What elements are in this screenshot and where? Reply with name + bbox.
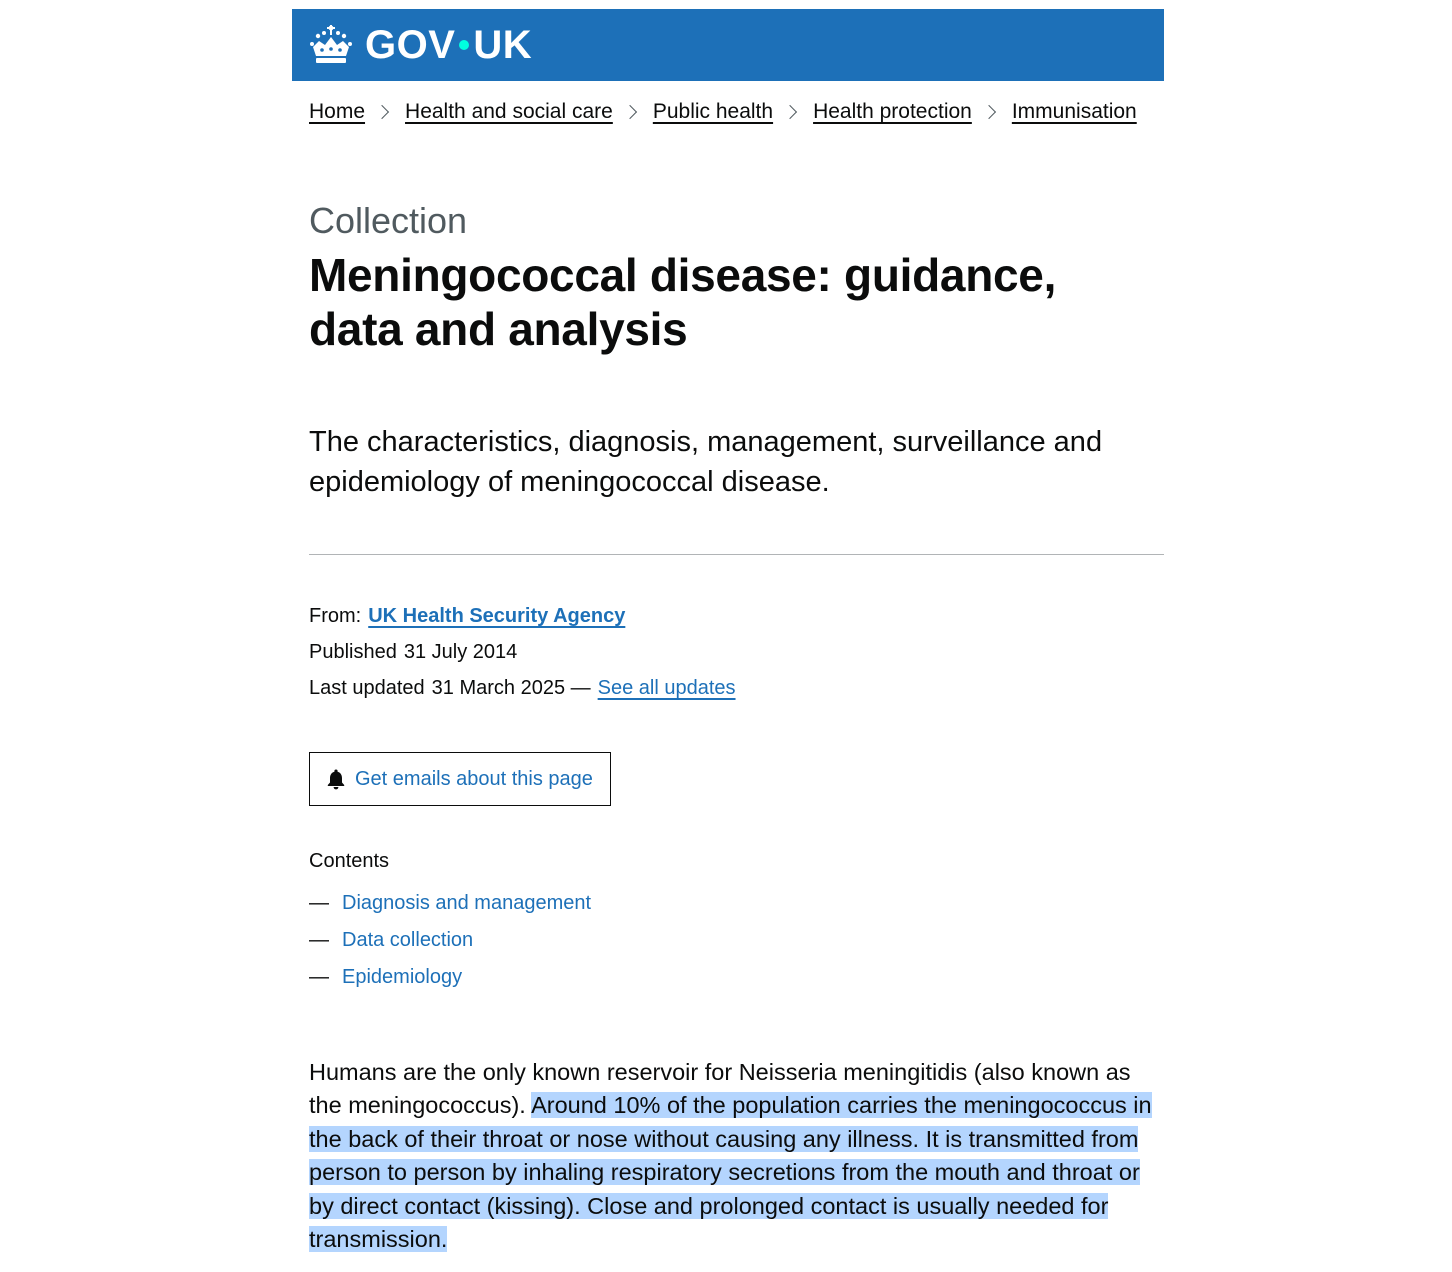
metadata-block <box>309 598 736 706</box>
published-date: 31 July 2014 <box>403 641 518 663</box>
crown-icon <box>309 23 353 67</box>
contents-title: Contents <box>309 850 390 872</box>
metadata-published <box>309 634 736 670</box>
page-caption: Collection <box>309 200 468 241</box>
body-paragraph <box>309 1056 1159 1256</box>
contents-link-data-collection[interactable]: Data collection <box>342 929 474 951</box>
metadata-updated <box>309 670 736 706</box>
contents-link-epidemiology[interactable]: Epidemiology <box>342 966 463 988</box>
logo-dot <box>459 40 469 50</box>
updated-date: 31 March 2025 — <box>431 677 591 699</box>
govuk-logotype <box>365 23 532 68</box>
logo-text-uk: UK <box>473 22 533 67</box>
see-all-updates-link[interactable]: See all updates <box>597 677 736 699</box>
contents-list <box>309 850 591 996</box>
contents-dash: — <box>309 966 329 988</box>
breadcrumb-health-protection[interactable]: Health protection <box>813 100 972 123</box>
chevron-right-icon <box>375 105 389 119</box>
breadcrumb-home[interactable]: Home <box>309 100 366 123</box>
organisation-link[interactable]: UK Health Security Agency <box>368 605 626 627</box>
logo-text-gov: GOV <box>365 22 456 67</box>
metadata-from <box>309 598 736 634</box>
contents-items <box>309 885 591 996</box>
page-title: Meningococcal disease: guidance, data and analysis <box>309 249 1057 355</box>
get-emails-label: Get emails about this page <box>355 767 593 790</box>
updated-label: Last updated <box>309 677 425 699</box>
page-lede: The characteristics, diagnosis, management, surveillance and epidemiology of meningococcal disease. <box>309 426 1103 498</box>
contents-item <box>309 959 591 996</box>
breadcrumb-immunisation[interactable]: Immunisation <box>1011 100 1137 123</box>
breadcrumb <box>309 100 1137 124</box>
govuk-header <box>292 9 1164 81</box>
body-text-selection: Around 10% of the population carries the meningococcus in the back of their throat or nose without causing any illness. It is transmitted from person to person by inhaling respiratory secretions from the mouth and throat or by direct contact (kissing). Close and prolonged contact is usually needed for transmission. <box>309 1092 1152 1253</box>
bell-icon <box>326 768 346 790</box>
chevron-right-icon <box>783 105 797 119</box>
body-text-unselected: Humans are the only known reservoir for Neisseria meningitidis (also known as the meningococcus). <box>309 1059 1131 1119</box>
contents-link-diagnosis[interactable]: Diagnosis and management <box>342 892 592 914</box>
from-label: From: <box>309 605 362 627</box>
section-divider <box>309 554 1164 555</box>
breadcrumb-health-and-social-care[interactable]: Health and social care <box>405 100 613 123</box>
contents-item <box>309 922 591 959</box>
contents-item <box>309 885 591 922</box>
chevron-right-icon <box>623 105 637 119</box>
get-emails-button[interactable] <box>309 752 611 806</box>
contents-dash: — <box>309 892 329 914</box>
govuk-logo-link[interactable] <box>309 23 532 68</box>
breadcrumb-public-health[interactable]: Public health <box>652 100 774 123</box>
published-label: Published <box>309 641 397 663</box>
chevron-right-icon <box>982 105 996 119</box>
contents-dash: — <box>309 929 329 951</box>
